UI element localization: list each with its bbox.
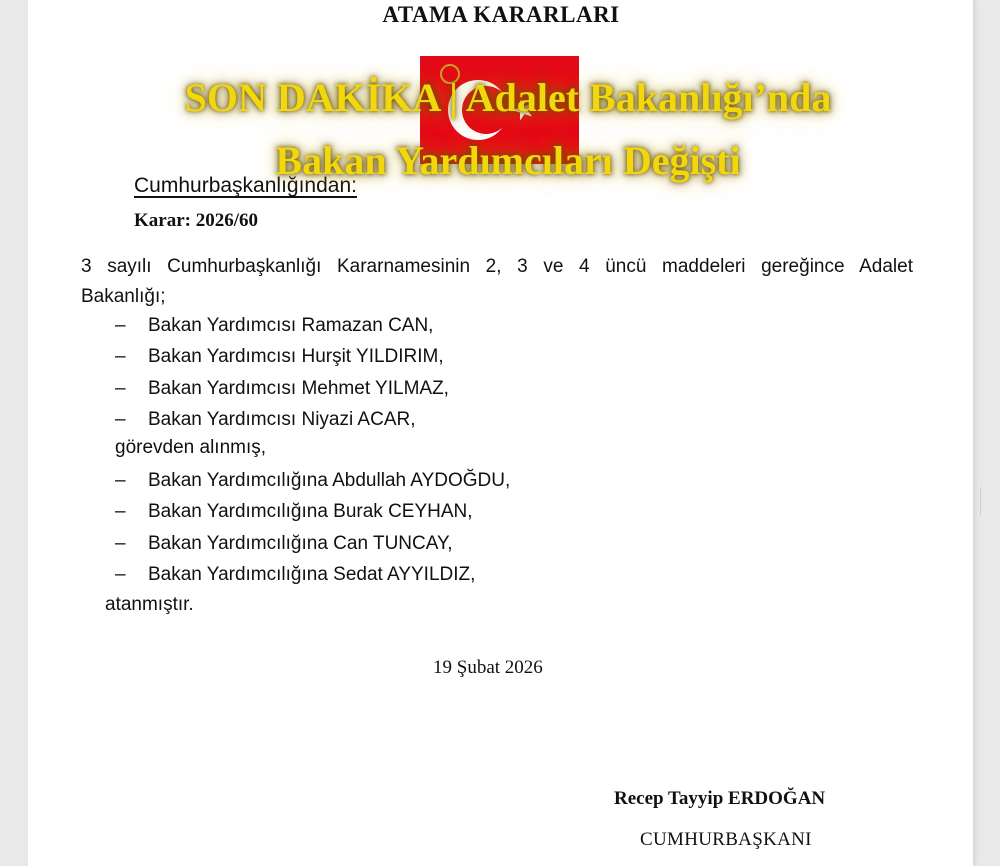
list-dash: – — [115, 532, 126, 554]
list-dash: – — [115, 377, 126, 399]
intro-paragraph-line1: 3 sayılı Cumhurbaşkanlığı Kararnamesinin 2, 3 ve 4 üncü maddeleri gereğince Adalet — [81, 256, 913, 277]
list-item: Bakan Yardımcılığına Abdullah AYDOĞDU, — [148, 470, 511, 491]
intro-paragraph-line2: Bakanlığı; — [81, 286, 166, 307]
decision-date: 19 Şubat 2026 — [433, 657, 543, 678]
list-item: Bakan Yardımcılığına Burak CEYHAN, — [148, 501, 473, 523]
document-page — [28, 0, 974, 866]
list-item: Bakan Yardımcılığına Sedat AYYILDIZ, — [148, 563, 476, 585]
document-heading: ATAMA KARARLARI — [382, 2, 620, 27]
list-dash: – — [115, 501, 126, 523]
list-dash: – — [115, 408, 126, 430]
signatory-name: Recep Tayyip ERDOĞAN — [614, 788, 826, 809]
removed-suffix: görevden alınmış, — [115, 437, 267, 458]
list-dash: – — [115, 563, 126, 585]
list-dash: – — [115, 315, 126, 336]
list-item: Bakan Yardımcılığına Can TUNCAY, — [148, 532, 453, 554]
list-dash: – — [115, 346, 126, 368]
issuer-line: Cumhurbaşkanlığından: — [134, 174, 357, 197]
signatory-title: CUMHURBAŞKANI — [640, 829, 812, 850]
banner-line-2: Bakan Yardımcıları Değişti — [275, 138, 741, 183]
list-item: Bakan Yardımcısı Mehmet YILMAZ, — [148, 377, 449, 399]
list-item: Bakan Yardımcısı Hurşit YILDIRIM, — [148, 346, 444, 368]
list-item: Bakan Yardımcısı Niyazi ACAR, — [148, 408, 416, 430]
breaking-news-banner — [68, 66, 948, 192]
list-item: Bakan Yardımcısı Ramazan CAN, — [148, 315, 434, 336]
banner-line-1: SON DAKİKA | Adalet Bakanlığı’nda — [184, 75, 832, 120]
appointed-suffix: atanmıştır. — [105, 594, 194, 615]
decision-number: Karar: 2026/60 — [134, 210, 259, 231]
list-dash: – — [115, 470, 126, 491]
